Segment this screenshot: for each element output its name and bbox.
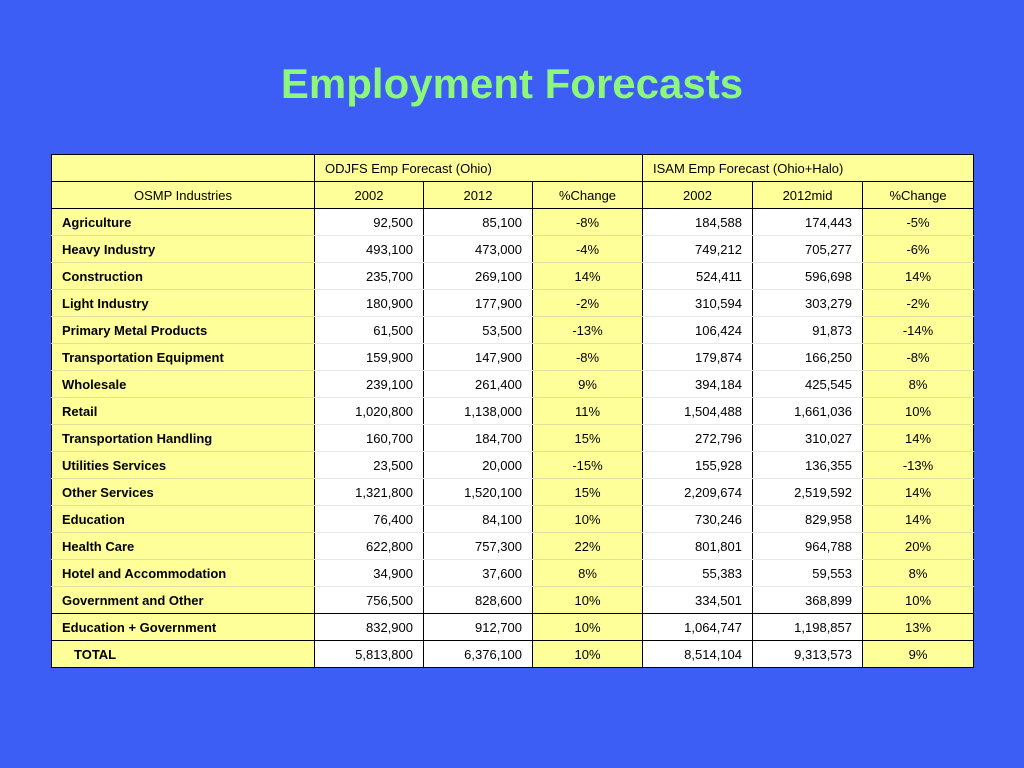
isam-2002-cell: 801,801 [643,533,753,560]
group-header-row [52,155,974,182]
isam-2002-cell: 1,064,747 [643,614,753,641]
table-row [52,236,974,263]
industry-cell: Wholesale [52,371,315,398]
isam-2012mid-cell: 136,355 [753,452,863,479]
isam-2012mid-cell: 1,661,036 [753,398,863,425]
isam-2012mid-cell: 9,313,573 [753,641,863,668]
odjfs-change-cell: 15% [533,425,643,452]
isam-2012mid-cell: 368,899 [753,587,863,614]
odjfs-change-cell: 10% [533,506,643,533]
odjfs-change-cell: -8% [533,344,643,371]
table-row [52,317,974,344]
odjfs-2002-cell: 76,400 [315,506,424,533]
isam-2002-column-header: 2002 [643,182,753,209]
table-row [52,398,974,425]
odjfs-change-column-header: %Change [533,182,643,209]
industry-cell: Construction [52,263,315,290]
odjfs-2012-cell: 147,900 [424,344,533,371]
table-row [52,479,974,506]
odjfs-change-cell: 22% [533,533,643,560]
isam-2002-cell: 334,501 [643,587,753,614]
isam-2002-cell: 310,594 [643,290,753,317]
industry-cell: Transportation Equipment [52,344,315,371]
odjfs-2002-cell: 832,900 [315,614,424,641]
odjfs-change-cell: -8% [533,209,643,236]
isam-change-cell: -5% [863,209,974,236]
table-row [52,560,974,587]
odjfs-2002-cell: 5,813,800 [315,641,424,668]
table-row [52,587,974,614]
table-row [52,290,974,317]
isam-2012mid-cell: 166,250 [753,344,863,371]
isam-2012mid-cell: 829,958 [753,506,863,533]
total-row [52,641,974,668]
odjfs-2002-cell: 1,020,800 [315,398,424,425]
table-row [52,209,974,236]
odjfs-2002-cell: 239,100 [315,371,424,398]
header-empty-cell [52,155,315,182]
industry-cell: Health Care [52,533,315,560]
isam-change-cell: 8% [863,371,974,398]
isam-change-column-header: %Change [863,182,974,209]
odjfs-change-cell: 9% [533,371,643,398]
odjfs-2002-cell: 235,700 [315,263,424,290]
isam-2002-cell: 394,184 [643,371,753,398]
industry-cell: Agriculture [52,209,315,236]
employment-forecast-table [51,154,974,668]
industry-cell: Education [52,506,315,533]
isam-2002-cell: 106,424 [643,317,753,344]
isam-change-cell: -2% [863,290,974,317]
table-row [52,506,974,533]
isam-change-cell: 14% [863,506,974,533]
isam-change-cell: 13% [863,614,974,641]
odjfs-change-cell: 15% [533,479,643,506]
isam-2002-cell: 1,504,488 [643,398,753,425]
table-row [52,344,974,371]
isam-2012mid-cell: 1,198,857 [753,614,863,641]
isam-change-cell: -8% [863,344,974,371]
isam-2012mid-cell: 310,027 [753,425,863,452]
odjfs-2012-cell: 1,520,100 [424,479,533,506]
isam-2012mid-cell: 705,277 [753,236,863,263]
isam-2012mid-cell: 425,545 [753,371,863,398]
odjfs-change-cell: -13% [533,317,643,344]
isam-2002-cell: 2,209,674 [643,479,753,506]
isam-change-cell: -14% [863,317,974,344]
table-row [52,371,974,398]
isam-2002-cell: 184,588 [643,209,753,236]
odjfs-2002-cell: 756,500 [315,587,424,614]
industry-cell: Retail [52,398,315,425]
isam-2012mid-cell: 91,873 [753,317,863,344]
odjfs-change-cell: 10% [533,641,643,668]
isam-2012mid-cell: 303,279 [753,290,863,317]
industry-cell: Government and Other [52,587,315,614]
isam-2002-cell: 8,514,104 [643,641,753,668]
odjfs-change-cell: -15% [533,452,643,479]
odjfs-change-cell: 14% [533,263,643,290]
isam-change-cell: 14% [863,425,974,452]
isam-change-cell: -13% [863,452,974,479]
isam-2012mid-cell: 964,788 [753,533,863,560]
odjfs-2012-column-header: 2012 [424,182,533,209]
isam-change-cell: -6% [863,236,974,263]
odjfs-group-header: ODJFS Emp Forecast (Ohio) [315,155,643,182]
odjfs-2012-cell: 757,300 [424,533,533,560]
odjfs-change-cell: 11% [533,398,643,425]
odjfs-2002-cell: 622,800 [315,533,424,560]
isam-2012mid-cell: 59,553 [753,560,863,587]
odjfs-2012-cell: 261,400 [424,371,533,398]
industry-cell: Hotel and Accommodation [52,560,315,587]
odjfs-2002-cell: 1,321,800 [315,479,424,506]
isam-group-header: ISAM Emp Forecast (Ohio+Halo) [643,155,974,182]
odjfs-2002-cell: 160,700 [315,425,424,452]
column-header-row [52,182,974,209]
isam-2002-cell: 179,874 [643,344,753,371]
odjfs-2002-cell: 493,100 [315,236,424,263]
isam-2002-cell: 155,928 [643,452,753,479]
odjfs-2012-cell: 269,100 [424,263,533,290]
industry-cell: Education + Government [52,614,315,641]
table-row [52,263,974,290]
table-row [52,425,974,452]
subtotal-row [52,614,974,641]
odjfs-2012-cell: 828,600 [424,587,533,614]
odjfs-2012-cell: 473,000 [424,236,533,263]
industry-cell: TOTAL [52,641,315,668]
odjfs-2012-cell: 84,100 [424,506,533,533]
isam-2012mid-cell: 596,698 [753,263,863,290]
table-row [52,452,974,479]
odjfs-2002-cell: 61,500 [315,317,424,344]
odjfs-2002-cell: 34,900 [315,560,424,587]
odjfs-2012-cell: 6,376,100 [424,641,533,668]
isam-change-cell: 14% [863,479,974,506]
odjfs-2012-cell: 20,000 [424,452,533,479]
isam-2002-cell: 730,246 [643,506,753,533]
industry-cell: Transportation Handling [52,425,315,452]
isam-change-cell: 20% [863,533,974,560]
isam-2002-cell: 749,212 [643,236,753,263]
odjfs-2012-cell: 912,700 [424,614,533,641]
industry-cell: Other Services [52,479,315,506]
odjfs-change-cell: 10% [533,587,643,614]
odjfs-2002-cell: 23,500 [315,452,424,479]
odjfs-2012-cell: 184,700 [424,425,533,452]
odjfs-change-cell: -4% [533,236,643,263]
odjfs-2002-cell: 180,900 [315,290,424,317]
odjfs-2002-cell: 92,500 [315,209,424,236]
odjfs-2012-cell: 177,900 [424,290,533,317]
odjfs-2012-cell: 85,100 [424,209,533,236]
isam-change-cell: 8% [863,560,974,587]
odjfs-2012-cell: 37,600 [424,560,533,587]
odjfs-2012-cell: 1,138,000 [424,398,533,425]
odjfs-2012-cell: 53,500 [424,317,533,344]
industry-cell: Primary Metal Products [52,317,315,344]
odjfs-2002-cell: 159,900 [315,344,424,371]
table-row [52,533,974,560]
industry-cell: Heavy Industry [52,236,315,263]
isam-change-cell: 14% [863,263,974,290]
isam-2002-cell: 55,383 [643,560,753,587]
isam-change-cell: 10% [863,398,974,425]
industry-column-header: OSMP Industries [52,182,315,209]
industry-cell: Utilities Services [52,452,315,479]
isam-2012mid-cell: 174,443 [753,209,863,236]
isam-change-cell: 10% [863,587,974,614]
page-title: Employment Forecasts [280,60,744,107]
isam-2012mid-cell: 2,519,592 [753,479,863,506]
industry-cell: Light Industry [52,290,315,317]
odjfs-change-cell: -2% [533,290,643,317]
odjfs-change-cell: 8% [533,560,643,587]
odjfs-2002-column-header: 2002 [315,182,424,209]
odjfs-change-cell: 10% [533,614,643,641]
isam-2002-cell: 272,796 [643,425,753,452]
isam-2002-cell: 524,411 [643,263,753,290]
isam-2012mid-column-header: 2012mid [753,182,863,209]
isam-change-cell: 9% [863,641,974,668]
